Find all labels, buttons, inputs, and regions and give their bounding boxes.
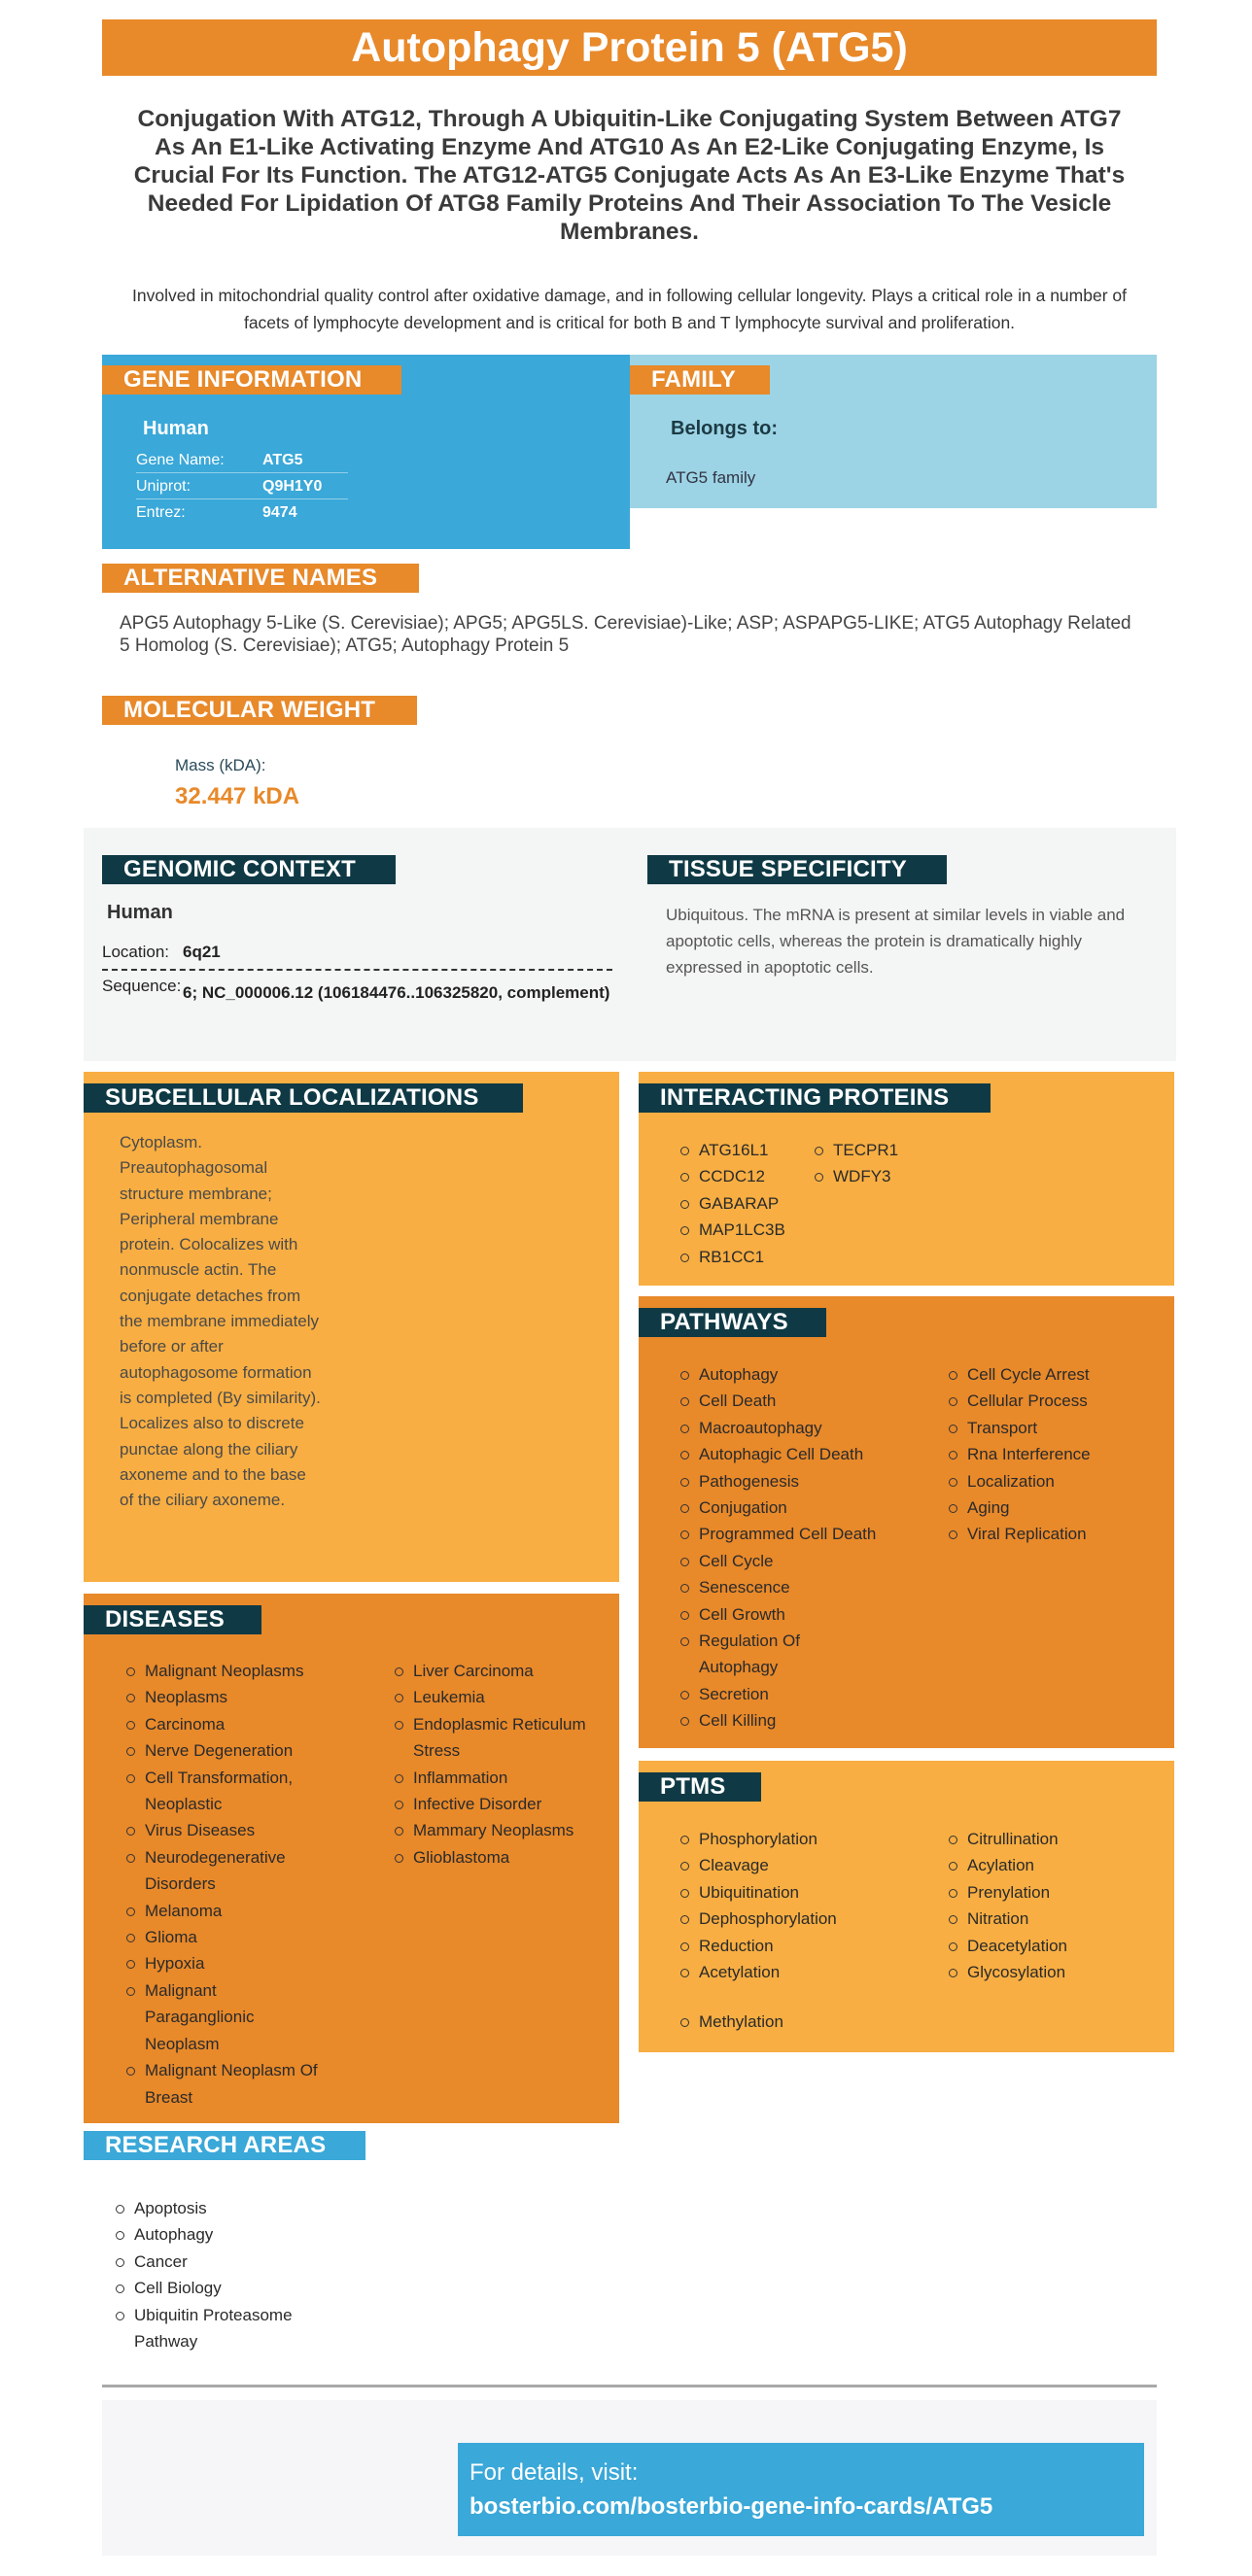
list-item: Aging — [946, 1494, 1160, 1521]
details-label: For details, visit: — [470, 2459, 639, 2486]
sequence-value: 6; NC_000006.12 (106184476..106325820, complement) — [183, 983, 610, 1002]
list-item: Nerve Degeneration — [123, 1737, 337, 1764]
list-item: GABARAP — [678, 1190, 785, 1217]
mass-label: Mass (kDA): — [175, 756, 266, 774]
list-item: Nitration — [946, 1906, 1160, 1932]
list-item: Cancer — [113, 2249, 327, 2275]
list-item: Cellular Process — [946, 1388, 1160, 1414]
family-value: ATG5 family — [666, 468, 756, 487]
list-item: Infective Disorder — [392, 1791, 610, 1817]
research-areas-list — [113, 2195, 327, 2354]
list-item: Cleavage — [678, 1852, 921, 1878]
list-item: Rna Interference — [946, 1441, 1160, 1467]
family-heading: FAMILY — [630, 365, 770, 395]
genomic-species: Human — [107, 902, 173, 923]
gene-info-row — [136, 499, 348, 526]
mass-value: 32.447 kDA — [175, 783, 300, 809]
ptms-list-2 — [946, 1826, 1160, 1985]
list-item: Phosphorylation — [678, 1826, 921, 1852]
location-label: Location: — [102, 943, 169, 961]
tissue-specificity-heading: TISSUE SPECIFICITY — [647, 855, 947, 884]
location-value: 6q21 — [183, 943, 221, 961]
interacting-proteins-list-2 — [812, 1137, 898, 1190]
list-item: Reduction — [678, 1933, 921, 1959]
list-item: Autophagic Cell Death — [678, 1441, 921, 1467]
dashed-divider — [102, 969, 612, 971]
genomic-context-heading: GENOMIC CONTEXT — [102, 855, 396, 884]
list-item: Acetylation — [678, 1959, 921, 1985]
list-item: RB1CC1 — [678, 1244, 785, 1270]
diseases-heading: DISEASES — [84, 1605, 261, 1634]
list-item: Glycosylation — [946, 1959, 1160, 1985]
subcellular-heading: SUBCELLULAR LOCALIZATIONS — [84, 1083, 523, 1113]
list-item: Transport — [946, 1415, 1160, 1441]
alternative-names-heading: ALTERNATIVE NAMES — [102, 564, 419, 593]
footer-divider — [102, 2385, 1157, 2387]
list-item: Citrullination — [946, 1826, 1160, 1852]
sequence-label: Sequence: — [102, 977, 182, 995]
diseases-list-2 — [392, 1658, 610, 1871]
tissue-specificity-text: Ubiquitous. The mRNA is present at similar levels in viable and apoptotic cells, whereas the protein is dramatically highly expressed in apoptotic cells. — [666, 906, 1126, 977]
list-item: Malignant Neoplasm Of Breast — [123, 2057, 342, 2111]
list-item: Pathogenesis — [678, 1468, 921, 1494]
list-item: Neoplasms — [123, 1684, 337, 1710]
list-item: Secretion — [678, 1681, 921, 1707]
list-item: Glioblastoma — [392, 1844, 610, 1871]
list-item: Cell Cycle — [678, 1548, 921, 1574]
ptms-list-1 — [678, 1826, 921, 2036]
uniprot-value: Q9H1Y0 — [262, 478, 323, 495]
list-item: Inflammation — [392, 1765, 610, 1791]
list-item: Endoplasmic Reticulum Stress — [392, 1711, 610, 1765]
list-item: Dephosphorylation — [678, 1906, 921, 1932]
list-item: Macroautophagy — [678, 1415, 921, 1441]
list-item: Programmed Cell Death — [678, 1521, 921, 1547]
list-item: Apoptosis — [113, 2195, 327, 2221]
list-item: Localization — [946, 1468, 1160, 1494]
pathways-heading: PATHWAYS — [639, 1308, 826, 1337]
list-item: Methylation — [678, 2009, 921, 2035]
list-item: WDFY3 — [812, 1163, 898, 1189]
gene-info-table — [136, 447, 348, 526]
list-item: Conjugation — [678, 1494, 921, 1521]
list-item: Senescence — [678, 1574, 921, 1600]
family-belongs-label: Belongs to: — [671, 418, 778, 439]
list-item: TECPR1 — [812, 1137, 898, 1163]
list-item: MAP1LC3B — [678, 1217, 785, 1243]
list-item: Malignant Neoplasms — [123, 1658, 337, 1684]
research-areas-heading: RESEARCH AREAS — [84, 2131, 365, 2160]
list-item: Carcinoma — [123, 1711, 337, 1737]
gene-information-heading: GENE INFORMATION — [102, 365, 401, 395]
list-item: CCDC12 — [678, 1163, 785, 1189]
page-title: Autophagy Protein 5 (ATG5) — [102, 19, 1157, 76]
list-item: Cell Growth — [678, 1601, 921, 1628]
list-item: Mammary Neoplasms — [392, 1817, 610, 1843]
details-link-box[interactable] — [458, 2443, 1144, 2536]
list-item: Malignant Paraganglionic Neoplasm — [123, 1977, 279, 2057]
gene-name-label: Gene Name: — [136, 452, 225, 468]
list-item: Autophagy — [678, 1361, 921, 1388]
gene-species: Human — [143, 418, 209, 439]
list-item: Ubiquitin Proteasome Pathway — [113, 2302, 322, 2355]
details-link[interactable]: bosterbio.com/bosterbio-gene-info-cards/ATG5 — [470, 2493, 993, 2520]
list-item: Cell Transformation, Neoplastic — [123, 1765, 313, 1818]
gene-info-row — [136, 473, 348, 499]
list-item: Melanoma — [123, 1898, 337, 1924]
function-summary-text: Involved in mitochondrial quality control after oxidative damage, and in following cellular longevity. Plays a critical role in a number of facets of lymphocyte development and is critical for both B and T lymphocyte survival and proliferation. — [132, 286, 1127, 332]
interacting-proteins-heading: INTERACTING PROTEINS — [639, 1083, 991, 1113]
list-item: Liver Carcinoma — [392, 1658, 610, 1684]
list-item: Cell Death — [678, 1388, 921, 1414]
entrez-value: 9474 — [262, 504, 297, 521]
pathways-list-2 — [946, 1361, 1160, 1548]
list-item: Hypoxia — [123, 1950, 337, 1976]
list-item: Cell Cycle Arrest — [946, 1361, 1160, 1388]
list-item: Glioma — [123, 1924, 337, 1950]
list-item: Acylation — [946, 1852, 1160, 1878]
list-item: Virus Diseases — [123, 1817, 337, 1843]
list-item: Autophagy — [113, 2221, 327, 2248]
pathways-list-1 — [678, 1361, 921, 1735]
entrez-label: Entrez: — [136, 504, 186, 521]
list-item: Deacetylation — [946, 1933, 1160, 1959]
list-item: ATG16L1 — [678, 1137, 785, 1163]
alternative-names-text: APG5 Autophagy 5-Like (S. Cerevisiae); APG5; APG5LS. Cerevisiae)-Like; ASP; ASPAPG5-LIKE; ATG5 Autophagy Related 5 Homolog (S. Cerevisiae); ATG5; Autophagy Protein 5 — [120, 613, 1131, 656]
gene-info-row — [136, 447, 348, 473]
subcellular-text: Cytoplasm. Preautophagosomal structure membrane; Peripheral membrane protein. Colocalizes with nonmuscle actin. The conjugate detaches from the membrane immediately before or after autophagosome formation is completed (By similarity). Localizes also to discrete punctae along the ciliary axoneme and to the base of the ciliary axoneme. — [120, 1133, 321, 1510]
uniprot-label: Uniprot: — [136, 478, 191, 495]
list-item: Leukemia — [392, 1684, 610, 1710]
list-item: Ubiquitination — [678, 1879, 921, 1906]
gene-name-value: ATG5 — [262, 452, 303, 468]
list-item: Neurodegenerative Disorders — [123, 1844, 298, 1898]
list-item: Cell Killing — [678, 1707, 921, 1734]
diseases-list-1 — [123, 1658, 337, 2111]
list-item: Viral Replication — [946, 1521, 1160, 1547]
list-item: Cell Biology — [113, 2275, 327, 2301]
list-item: Regulation Of Autophagy — [678, 1628, 809, 1681]
molecular-weight-heading: MOLECULAR WEIGHT — [102, 696, 417, 725]
list-item: Prenylation — [946, 1879, 1160, 1906]
ptms-heading: PTMS — [639, 1772, 761, 1802]
function-summary-heading: Conjugation With ATG12, Through A Ubiquitin-Like Conjugating System Between ATG7 As An E1-Like Activating Enzyme And ATG10 As An E2-Like Conjugating Enzyme, Is Crucial For Its Function. The ATG12-ATG5 Conjugate Acts As An E3-Like Enzyme That's Needed For Lipidation Of ATG8 Family Proteins And Their Association To The Vesicle Membranes. — [133, 106, 1126, 245]
interacting-proteins-list-1 — [678, 1137, 785, 1270]
